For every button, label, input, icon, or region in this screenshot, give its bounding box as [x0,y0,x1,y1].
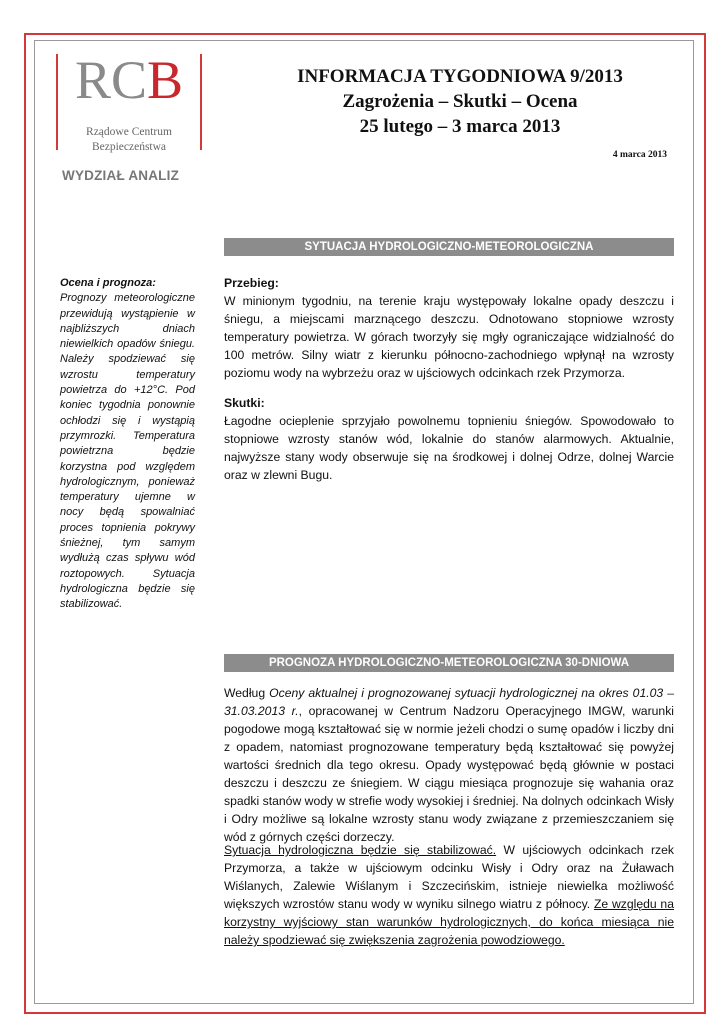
skutki-block [224,394,674,484]
przebieg-block [224,274,674,382]
logo-letters-rc: RC [74,50,147,110]
sidebar-assessment [60,276,195,613]
forecast-p1-rest: , opracowanej w Centrum Nadzoru Operacyjnego IMGW, warunki pogodowe mogą kształtować się w normie jeżeli chodzi o sumę opadów i liczby dni z opadem, natomiast prognozowane temperatury będą kształtować się powyżej wartości średnich dla tego okresu. Opady występować będą głównie w postaci deszczu i deszczu ze śniegiem. W ciągu miesiąca prognozuje się wahania oraz spadki stanów wody w strefie wody wysokiej i średniej. Na dolnych odcinkach Wisły i Odry możliwe są lokalne wzrosty stanu wody związane z przemieszczaniem się wód z górnych części dorzeczy. [224,704,674,844]
rcb-logo [56,50,202,158]
forecast-paragraph-2 [224,841,674,949]
forecast-p1-italic: Oceny aktualnej i prognozowanej sytuacji hydrologicznej na okres 01.03 – 31.03.2013 r. [224,686,674,718]
section-header-forecast-30day: PROGNOZA HYDROLOGICZNO-METEOROLOGICZNA 30-DNIOWA [224,654,674,672]
section-header-hydro-meteo: SYTUACJA HYDROLOGICZNO-METEOROLOGICZNA [224,238,674,256]
document-title [210,64,710,139]
sidebar-heading: Ocena i prognoza: [60,277,156,289]
skutki-text: Łagodne ocieplenie sprzyjało powolnemu topnieniu śniegów. Spowodowało to stopniowe wzrosty stanów wód, lokalnie do stanów alarmowych. Aktualnie, najwyższe stany wody obserwuje się na środkowej i dolnej Odrze, dolnej Warcie oraz w zlewni Bugu. [224,414,674,482]
przebieg-text: W minionym tygodniu, na terenie kraju występowały lokalne opady deszczu i śniegu, a miejscami marznącego deszczu. Odnotowano stopniowe wzrosty temperatury powietrza. W górach tworzyły się mgły ograniczające widzialność do 100 metrów. Silny wiatr z kierunku północno-zachodniego wpłynął na wzrosty poziomu wody na wybrzeżu oraz w ujściowych odcinkach rzek Przymorza. [224,294,674,380]
forecast-p2 [224,841,674,949]
logo-letter-b: B [147,50,184,110]
title-line-3: 25 lutego – 3 marca 2013 [359,116,561,137]
forecast-p2-underlined-1: Sytuacja hydrologiczna będzie się stabilizować. [224,843,497,857]
logo-text-line2: Bezpieczeństwa [91,141,167,153]
forecast-p1 [224,684,674,846]
forecast-paragraph-1 [224,684,674,846]
logo-letters [56,50,202,110]
issue-date: 4 marca 2013 [612,150,667,160]
skutki-heading: Skutki: [224,396,265,410]
forecast-p1-start: Według [224,686,270,700]
logo-text-line1: Rządowe Centrum [86,126,172,138]
forecast-p2-underlined-2: Ze względu na korzystny wyjściowy stan warunków hydrologicznych, do końca miesiąca nie należy spodziewać się zwiększenia zagrożenia powodziowego. [224,897,674,947]
department-label: WYDZIAŁ ANALIZ [62,168,180,183]
przebieg-heading: Przebieg: [224,276,279,290]
sidebar-text: Prognozy meteorologiczne przewidują wystąpienie w najbliższych dniach niewielkich opadów śniegu. Należy spodziewać się wzrostu temperatury powietrza do +12°C. Pod koniec tygodnia ponownie ochłodzi się i wystąpią przymrozki. Temperatura powietrzna będzie korzystna pod względem hydrologicznym, ponieważ temperatury ujemne w nocy będą spowalniać proces topnienia pokrywy śnieżnej, tym samym wydłużą czas spływu wód roztopowych. Sytuacja hydrologiczna będzie się stabilizować. [60,292,195,611]
forecast-p2-middle: W ujściowych odcinkach rzek Przymorza, a także w ujściowym odcinku Wisły i Odry oraz na Żuławach Wiślanych, Zalewie Wiślanym i Szczecińskim, istnieje niewielka możliwość większych wzrostów stanu wody w wyniku silnego wiatru z północy. [224,843,674,911]
title-line-1: INFORMACJA TYGODNIOWA 9/2013 [297,66,623,87]
title-line-2: Zagrożenia – Skutki – Ocena [342,91,578,112]
